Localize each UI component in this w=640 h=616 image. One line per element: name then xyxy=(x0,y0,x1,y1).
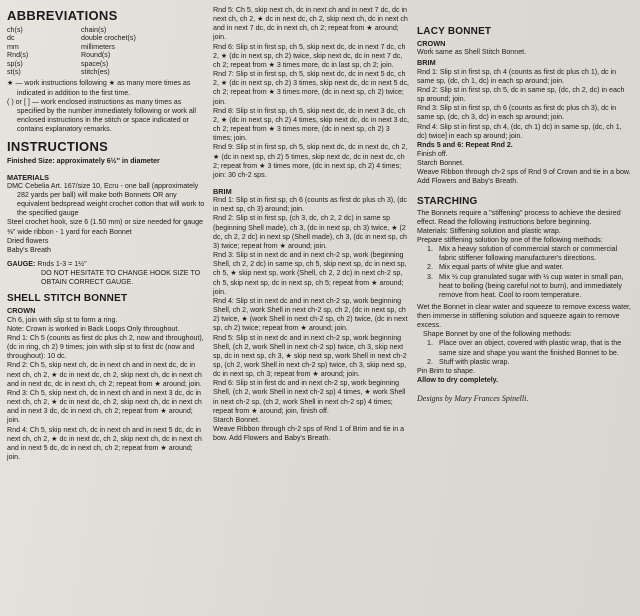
method-3: 3. Mix ½ cup granulated sugar with ½ cup water in small pan, heat to boiling (being careful not to burn), and immediately remove from heat. Cool to room temperature. xyxy=(427,272,624,299)
materials-thread: DMC Cebelia Art. 167/size 10, Ecru - one ball (approximately 282 yards per ball) will make both Bonnets OR any equivalent bedspread weight crochet cotton that will work to the specified gauge xyxy=(7,181,205,218)
abbreviation-row: dc double crochet(s) xyxy=(7,34,136,43)
lacy-rnd-4: Rnd 4: Slip st in first sp, ch 4, (dc, ch 1) dc) in same sp, (dc, ch 1, dc) twice] in each sp around; join. xyxy=(417,122,622,140)
brim-rnd-3: Rnd 3: Slip st in next dc and in next ch-2 sp, work (beginning Shell, ch 2, 2 dc) in same sp, ch 5, skip next sp, dc in next sp, ch 5, ★ skip next sp, work (Shell, ch 2, 2 dc) in next ch-2 sp, ch 5, skip next sp, dc in next sp, ch 5; repeat from ★ around; join. xyxy=(213,251,407,296)
abbreviation-row: ch(s) chain(s) xyxy=(7,26,107,34)
brim-rnd-1: Rnd 1: Slip st in first sp, ch 6 (counts as first dc plus ch 3), (dc in next sp, ch 3) around; join. xyxy=(213,196,407,214)
starching-shape: Shape Bonnet by one of the following methods: xyxy=(423,330,572,339)
crown-rnd-3: Rnd 3: Ch 5, skip next ch, dc in next ch and in next 3 dc, dc in next ch, ch 2, ★ dc in next dc, ch 2, skip next ch, dc in next ch and in next 3 dc, dc in next ch, ch 2; repeat from ★ around; join. xyxy=(7,388,202,425)
lacy-ribbon: Weave Ribbon through ch-2 sps of Rnd 9 of Crown and tie in a bow. Add Flowers and Baby's Breath. xyxy=(417,168,631,186)
crown-note: Note: Crown is worked in Back Loops Only throughout. xyxy=(7,324,180,333)
lacy-starch: Starch Bonnet. xyxy=(417,159,464,168)
brim-rnd-2: Rnd 2: Slip st in first sp, (ch 3, dc, ch 2, 2 dc) in same sp (beginning Shell made), ch 3, (dc in next sp, ch 3) twice, ★ (2 dc, ch 2, 2 dc) in next sp (Shell made), ch 3, (dc in next sp, ch 3) twice; repeat from ★ around; join. xyxy=(213,214,407,250)
shape-method-1: 1. Place over an object, covered with plastic wrap, that is the same size and shape you want the finished Bonnet to be. xyxy=(427,339,622,357)
lacy-rnd-3: Rnd 3: Slip st in first sp, ch 6 (counts as first dc plus ch 3), dc in same sp, (dc, ch 3, dc) in each sp around; join. xyxy=(417,104,617,122)
shell-crown-heading: CROWN xyxy=(7,306,36,316)
crown-rnd-8: Rnd 8: Slip st in first sp, ch 5, skip next dc, dc in next 3 dc, ch 2, ★ (dc in next sp, ch 2) 4 times, skip next dc, dc in next 3 dc, ch 2; repeat from ★ 3 times more, (dc in next sp, ch 2) 3 times; join. xyxy=(213,106,410,143)
designer-credit: Designs by Mary Frances Spinelli. xyxy=(417,394,529,403)
shell-brim-heading: BRIM xyxy=(213,186,232,196)
abbreviations-list xyxy=(7,26,207,76)
lacy-crown-heading: CROWN xyxy=(417,39,446,48)
brim-ribbon: Weave Ribbon through ch-2 sps of Rnd 1 of Brim and tie in a bow. Add Flowers and Baby's Breath. xyxy=(213,425,405,443)
repeat-note: ★ — work instructions following ★ as many more times as indicated in addition to the first time. xyxy=(7,79,191,97)
starching-pin: Pin Brim to shape. xyxy=(417,366,475,375)
lacy-rnd-5-6: Rnds 5 and 6: Repeat Rnd 2. xyxy=(417,140,513,149)
instructions-heading: INSTRUCTIONS xyxy=(7,139,109,155)
crown-rnd-7: Rnd 7: Slip st in first sp, ch 5, skip next dc, dc in next 5 dc, ch 2, ★ (dc in next sp, ch 2) 3 times, skip next dc, dc in next 5 dc, ch 2; repeat from ★ 3 times more, (dc in next sp, ch 2) twice; join. xyxy=(213,70,410,106)
crown-rnd-5: Rnd 5: Ch 5, skip next ch, dc in next ch and in next 7 dc, dc in next ch, ch 2, ★ dc in next dc, ch 2, skip next ch, dc in next ch and in next 7 dc, dc in next ch, ch 2; repeat from ★ around; join. xyxy=(213,6,408,42)
column-left xyxy=(7,6,207,462)
crown-rnd-6: Rnd 6: Slip st in first sp, ch 5, skip next dc, dc in next 7 dc, ch 2, ★ (dc in next sp, ch 2) twice, skip next dc, dc in next 7 dc, ch 2; repeat from ★ 3 times more, dc in last sp, ch 2; join. xyxy=(213,42,406,69)
gauge: GAUGE: Rnds 1-3 = 1½" xyxy=(7,259,87,268)
abbreviations-heading: ABBREVIATIONS xyxy=(7,8,118,23)
materials-ribbon: ⅜" wide ribbon - 1 yard for each Bonnet xyxy=(7,227,132,236)
lacy-rnd-1: Rnd 1: Slip st in first sp, ch 4 (counts as first dc plus ch 1), dc in same sp, (dc, ch 1, dc) in each sp around; join. xyxy=(417,67,617,85)
column-middle xyxy=(213,6,409,443)
lacy-rnd-2: Rnd 2: Slip st in first sp, ch 5, dc in same sp, (dc, ch 2, dc) in each sp around; join. xyxy=(417,85,625,104)
materials-hook: Steel crochet hook, size 6 (1.50 mm) or size needed for gauge xyxy=(7,218,203,227)
crown-start: Ch 6, join with slip st to form a ring. xyxy=(7,315,118,324)
crown-rnd-1: Rnd 1: Ch 5 (counts as first dc plus ch 2, now and throughout), (dc in ring, ch 2) 9 times; join with slip st to first dc (now and throughout): 10 dc. xyxy=(7,333,204,361)
brim-rnd-6: Rnd 6: Slip st in first dc and in next ch-2 sp, work beginning Shell, (ch 2, work Shell in next ch-2 sp) 4 times, ★ work Shell in next ch-2 sp, (ch 2, work Shell in next ch-2 sp) 4 times; repeat from ★ around; join, finish off. xyxy=(213,379,406,415)
lacy-crown-text: Work same as Shell Stitch Bonnet. xyxy=(417,48,527,57)
starching-dry: Allow to dry completely. xyxy=(417,375,499,384)
lacy-bonnet-heading: LACY BONNET xyxy=(417,26,492,37)
column-right xyxy=(417,6,633,403)
abbreviation-row: st(s) stitch(es) xyxy=(7,68,110,77)
abbreviation-row: mm millimeters xyxy=(7,42,115,51)
starching-prepare: Prepare stiffening solution by one of the following methods: xyxy=(417,236,603,245)
brim-rnd-5: Rnd 5: Slip st in next dc and in next ch-2 sp, work beginning Shell, (ch 2, work Shell in next ch-2 sp) twice, ch 3, skip next sp, dc in next sp, ch 3, ★ skip next sp, work Shell in next ch-2 sp, (ch 2, work Shell in next ch-2 sp) twice, ch 3, skip next sp, dc in next sp, ch 3; repeat from ★ around; join. xyxy=(213,333,407,379)
materials-babys-breath: Baby's Breath xyxy=(7,245,51,254)
crown-rnd-4: Rnd 4: Ch 5, skip next ch, dc in next ch and in next 5 dc, dc in next ch, ch 2, ★ dc in next dc, ch 2, skip next ch, dc in next ch and in next 5 dc, dc in next ch, ch 2; repeat from ★ around; join. xyxy=(7,425,202,461)
lacy-finish: Finish off. xyxy=(417,149,448,158)
brim-starch: Starch Bonnet. xyxy=(213,415,260,424)
starching-intro: The Bonnets require a "stiffening" process to achieve the desired effect. Read the following instructions before beginning. xyxy=(417,208,621,226)
method-1: 1. Mix a heavy solution of commercial starch or commercial fabric stiffener following manufacturer's directions. xyxy=(427,245,618,263)
shell-bonnet-heading: SHELL STITCH BONNET xyxy=(7,293,128,305)
materials-heading: MATERIALS xyxy=(7,172,50,182)
abbreviation-row: sp(s) space(s) xyxy=(7,59,109,68)
shape-method-2: 2. Stuff with plastic wrap. xyxy=(427,357,510,366)
starching-wet: Wet the Bonnet in clear water and squeeze to remove excess water, then immerse in stiffening solution and squeeze again to remove excess. xyxy=(417,302,631,330)
starching-heading: STARCHING xyxy=(417,195,478,207)
brim-rnd-4: Rnd 4: Slip st in next dc and in next ch-2 sp, work beginning Shell, ch 2, work Shell in next ch-2 sp, ch 2, (dc in next sp, ch 2) twice, ★ (work Shell in next ch-2 sp, ch 2) twice, (dc in next sp, ch 2) twice; repeat from ★ around; join. xyxy=(213,296,408,333)
crown-rnd-9: Rnd 9: Slip st in first sp, ch 5, skip next dc, dc in next dc, ch 2, ★ (dc in next sp, ch 2) 5 times, skip next dc, dc in next dc, ch 2; repeat from ★ 3 times more, (dc in next sp, ch 2) 4 times; join: 30 ch-2 sps. xyxy=(213,143,408,179)
abbreviation-row: Rnd(s) Round(s) xyxy=(7,51,111,60)
method-2: 2. Mix equal parts of white glue and water. xyxy=(427,263,564,272)
finished-size: Finished Size: approximately 6½" in diameter xyxy=(7,157,160,166)
gauge-warning: DO NOT HESITATE TO CHANGE HOOK SIZE TO OBTAIN CORRECT GAUGE. xyxy=(41,269,201,287)
starching-materials: Materials: Stiffening solution and plastic wrap. xyxy=(417,226,561,235)
crown-rnd-2: Rnd 2: Ch 5, skip next ch, dc in next ch and in next dc, dc in next ch, ch 2, ★ dc in next dc, ch 2, skip next ch, dc in next ch and in next dc, dc in next ch, ch 2; repeat from ★ around; join. xyxy=(7,361,202,388)
enclosed-note: ( ) or [ ] — work enclosed instructions as many times as specified by the number immediately following or work all enclosed instructions in the stitch or space indicated or contains explanatory remarks. xyxy=(7,97,196,134)
materials-flowers: Dried flowers xyxy=(7,236,49,245)
lacy-brim-heading: BRIM xyxy=(417,58,436,68)
